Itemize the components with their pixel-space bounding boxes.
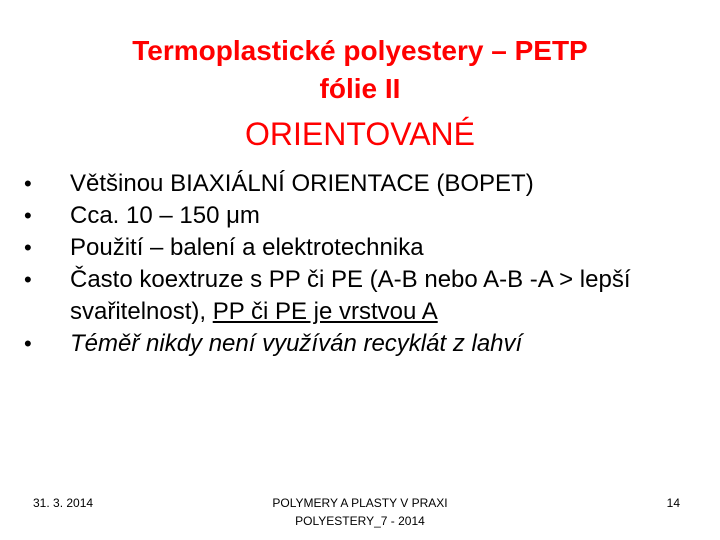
footer-date: 31. 3. 2014 — [33, 496, 94, 510]
title-line-2: fólie II — [319, 73, 401, 104]
bullet-text: Většinou BIAXIÁLNÍ ORIENTACE (BOPET) — [70, 170, 534, 197]
bullet-dot-icon: • — [24, 203, 32, 228]
bullet-item — [22, 200, 692, 232]
bullet-underlined-text: PP či PE je vrstvou A — [212, 298, 438, 325]
slide-title — [40, 32, 680, 108]
bullet-item — [22, 264, 692, 328]
footer-center-line-2: POLYESTERY_7 - 2014 — [295, 514, 425, 528]
footer-center-line-1: POLYMERY A PLASTY V PRAXI — [272, 496, 448, 510]
bullet-dot-icon: • — [24, 235, 32, 260]
title-line-1: Termoplastické polyestery – PETP — [132, 35, 588, 66]
footer-page-number: 14 — [666, 496, 680, 510]
section-heading: ORIENTOVANÉ — [245, 116, 475, 152]
bullet-dot-icon: • — [24, 267, 32, 292]
bullet-text: Cca. 10 – 150 μm — [70, 202, 260, 229]
bullet-text: Použití – balení a elektrotechnika — [70, 234, 424, 261]
bullet-item — [22, 232, 692, 264]
bullet-dot-icon: • — [24, 331, 32, 356]
bullet-dot-icon: • — [24, 171, 32, 196]
bullet-list — [22, 168, 692, 360]
footer-center — [210, 494, 510, 530]
bullet-item — [22, 328, 692, 360]
bullet-text: Téměř nikdy není využíván recyklát z lahví — [70, 330, 523, 357]
bullet-item — [22, 168, 692, 200]
bullet-text: Často koextruze s PP či PE (A-B nebo A-B -A > lepší svařitelnost), — [70, 266, 631, 325]
